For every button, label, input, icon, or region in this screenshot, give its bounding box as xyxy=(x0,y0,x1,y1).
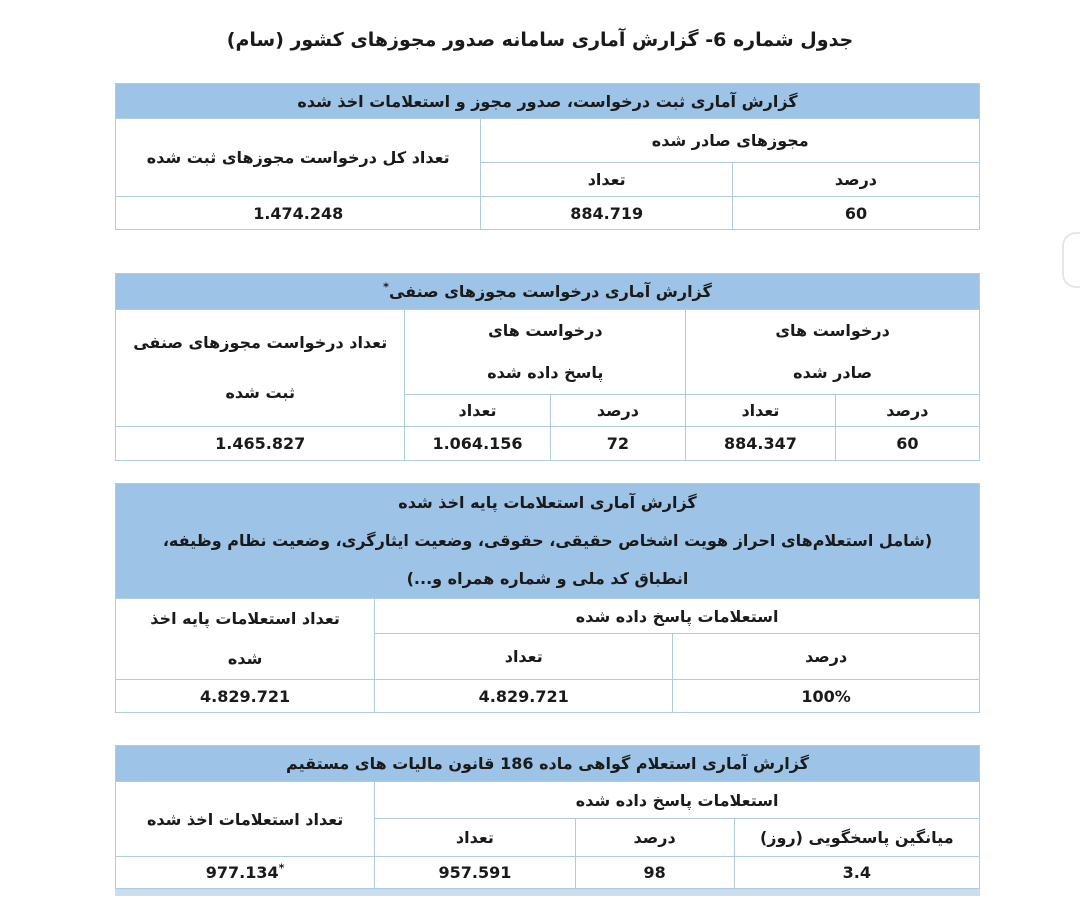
table2-answered-count-header: تعداد xyxy=(405,395,550,427)
table2-issued-percent-header: درصد xyxy=(835,395,979,427)
table-row xyxy=(116,274,980,310)
table3-title-line2: (شامل استعلام‌های احراز هویت اشخاص حقیقی، حقوقی، وضعیت ایثارگری، وضعیت نظام وظیفه، xyxy=(162,531,933,550)
table2-registered-value: 1.465.827 xyxy=(116,427,405,461)
tables-container xyxy=(115,83,980,889)
table4-percent-value: 98 xyxy=(575,857,734,889)
table3-title-line1: گزارش آماری استعلامات پایه اخذ شده xyxy=(398,493,697,512)
table3-obtained-label-line2: شده xyxy=(227,649,263,668)
table3-percent-header: درصد xyxy=(673,634,980,680)
table1-title-cell: گزارش آماری ثبت درخواست، صدور مجوز و استعلامات اخذ شده xyxy=(116,84,980,119)
table2-issued-count-header: تعداد xyxy=(686,395,835,427)
table4-avg-response-value: 3.4 xyxy=(734,857,979,889)
table-row xyxy=(116,680,980,713)
table2-registered-label xyxy=(116,310,405,427)
table-row xyxy=(116,484,980,599)
table1-percent-header: درصد xyxy=(732,163,979,197)
table2-issued-group-header xyxy=(686,310,980,395)
table2-registered-label-line1: تعداد درخواست مجوزهای صنفی xyxy=(133,333,388,352)
table-row xyxy=(116,197,980,230)
table1-count-header: تعداد xyxy=(481,163,732,197)
table1-issued-group-header: مجوزهای صادر شده xyxy=(481,119,980,163)
table2-title-asterisk: * xyxy=(383,280,389,294)
table2-answered-group-header xyxy=(405,310,686,395)
table3-obtained-value: 4.829.721 xyxy=(116,680,375,713)
table4-avg-response-header: میانگین پاسخگویی (روز) xyxy=(734,819,979,857)
table-guild-permit-requests xyxy=(115,273,980,461)
table4-percent-header: درصد xyxy=(575,819,734,857)
table3-title-line3: انطباق کد ملی و شماره همراه و...) xyxy=(406,569,689,588)
table3-obtained-label xyxy=(116,599,375,680)
table-row xyxy=(116,119,980,163)
table-row xyxy=(116,782,980,819)
table-base-inquiries xyxy=(115,483,980,713)
report-page xyxy=(0,26,1080,916)
table2-answered-count-value: 1.064.156 xyxy=(405,427,550,461)
table2-answered-percent-value: 72 xyxy=(550,427,686,461)
table2-answered-percent-header: درصد xyxy=(550,395,686,427)
table4-obtained-value xyxy=(116,857,375,889)
table1-count-value: 884.719 xyxy=(481,197,732,230)
table3-obtained-label-line1: تعداد استعلامات پایه اخذ xyxy=(150,609,340,628)
table3-percent-value: 100% xyxy=(673,680,980,713)
table2-issued-group-line1: درخواست های xyxy=(775,321,890,340)
next-table-cutoff-strip xyxy=(115,889,980,896)
table4-count-value: 957.591 xyxy=(375,857,575,889)
table-row xyxy=(116,427,980,461)
table-row xyxy=(116,599,980,634)
table2-issued-group-line2: صادر شده xyxy=(793,363,873,382)
table3-answered-group-header: استعلامات پاسخ داده شده xyxy=(375,599,980,634)
table-permit-requests-summary xyxy=(115,83,980,230)
table2-issued-count-value: 884.347 xyxy=(686,427,835,461)
table4-obtained-value-asterisk: * xyxy=(278,861,285,875)
table-row xyxy=(116,746,980,782)
table-row xyxy=(116,84,980,119)
table2-answered-group-line2: پاسخ داده شده xyxy=(487,363,604,382)
table3-title-cell xyxy=(116,484,980,599)
scroll-edge-artifact xyxy=(1062,232,1080,288)
table4-count-header: تعداد xyxy=(375,819,575,857)
table-article186-inquiries xyxy=(115,745,980,889)
table-row xyxy=(116,857,980,889)
table3-count-value: 4.829.721 xyxy=(375,680,673,713)
page-title: جدول شماره 6- گزارش آماری سامانه صدور مجوزهای کشور (سام) xyxy=(226,29,854,51)
table3-count-header: تعداد xyxy=(375,634,673,680)
table4-answered-group-header: استعلامات پاسخ داده شده xyxy=(375,782,980,819)
table4-obtained-value-number: 977.134 xyxy=(205,863,279,882)
table1-total-value: 1.474.248 xyxy=(116,197,481,230)
table2-answered-group-line1: درخواست های xyxy=(488,321,603,340)
table-row xyxy=(116,310,980,395)
table2-registered-label-line2: ثبت شده xyxy=(225,383,295,402)
table2-title-cell xyxy=(116,274,980,310)
table2-title-text: گزارش آماری درخواست مجوزهای صنفی xyxy=(388,282,712,301)
table2-issued-percent-value: 60 xyxy=(835,427,979,461)
table4-title-cell: گزارش آماری استعلام گواهی ماده 186 قانون مالیات های مستقیم xyxy=(116,746,980,782)
table1-percent-value: 60 xyxy=(732,197,979,230)
table1-total-label: تعداد کل درخواست مجوزهای ثبت شده xyxy=(116,119,481,197)
table4-obtained-label: تعداد استعلامات اخذ شده xyxy=(116,782,375,857)
